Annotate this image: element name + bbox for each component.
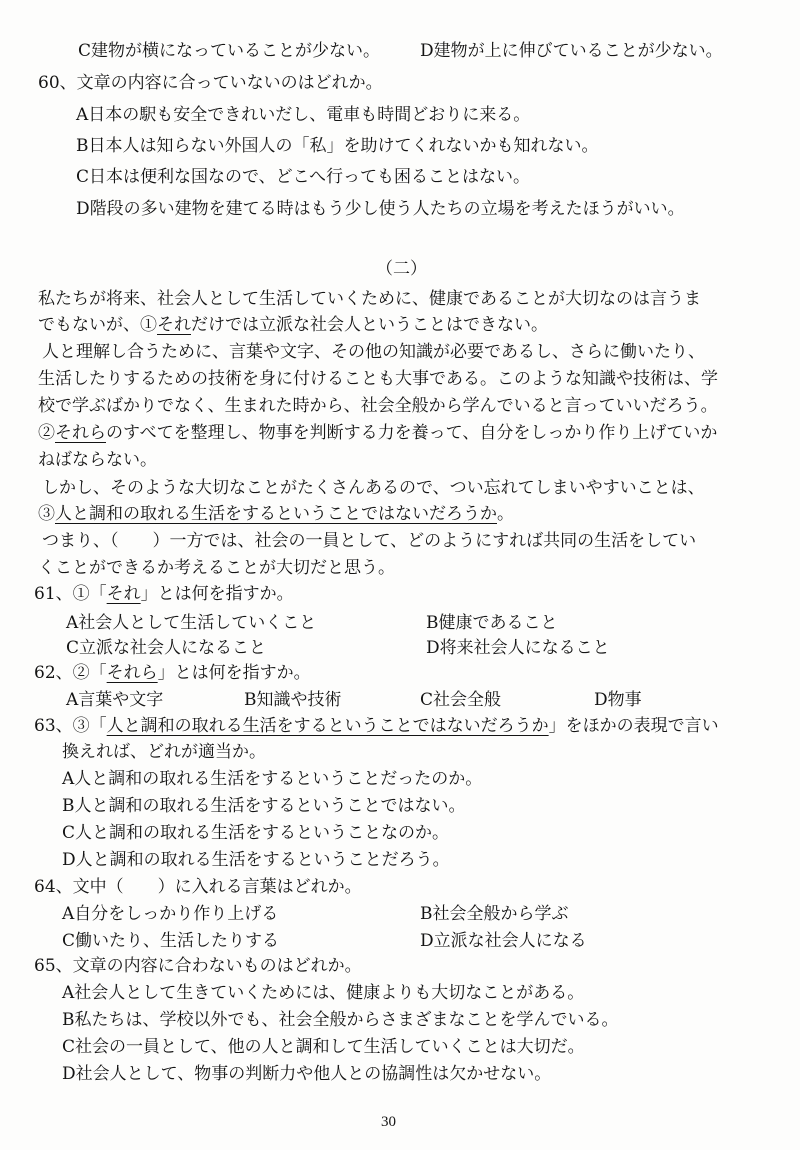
passage-line: しかし、そのような大切なことがたくさんあるので、つい忘れてしまいやすいことは、 xyxy=(42,478,705,498)
q63-option-b: B人と調和の取れる生活をするということではない。 xyxy=(62,796,466,816)
q60-option-d: D階段の多い建物を建てる時はもう少し使う人たちの立場を考えたほうがいい。 xyxy=(76,199,685,219)
q64-option-c: C働いたり、生活したりする xyxy=(62,931,280,951)
q62-option-c: C社会全般 xyxy=(420,690,502,710)
q63-question: 63、③「人と調和の取れる生活をするということではないだろうか」をほかの表現で言い xyxy=(34,716,719,736)
q63-option-a: A人と調和の取れる生活をするということだったのか。 xyxy=(62,769,483,789)
q65-option-d: D社会人として、物事の判断力や他人との協調性は欠かせない。 xyxy=(62,1064,552,1084)
q61-option-c: C立派な社会人になること xyxy=(66,638,267,658)
q61-option-d: D将来社会人になること xyxy=(426,638,610,658)
section-title: （二） xyxy=(376,259,427,279)
passage-line: 私たちが将来、社会人として生活していくために、健康であることが大切なのは言うま xyxy=(38,289,701,309)
q60-option-b: B日本人は知らない外国人の「私」を助けてくれないかも知れない。 xyxy=(76,136,599,156)
passage-line: でもないが、①それだけでは立派な社会人ということはできない。 xyxy=(38,315,548,335)
q60-option-c: C日本は便利な国なので、どこへ行っても困ることはない。 xyxy=(76,167,530,187)
q65-option-a: A社会人として生きていくためには、健康よりも大切なことがある。 xyxy=(62,983,585,1003)
q65-question: 65、文章の内容に合わないものはどれか。 xyxy=(34,956,362,976)
q64-question: 64、文中（ ）に入れる言葉はどれか。 xyxy=(34,877,362,897)
q62-question: 62、②「それら」とは何を指すか。 xyxy=(34,663,311,683)
passage-line: 生活したりするための技術を身に付けることも大事である。このような知識や技術は、学 xyxy=(38,369,718,389)
q62-option-a: A言葉や文字 xyxy=(66,690,164,710)
page-number: 30 xyxy=(381,1114,396,1130)
q64-option-a: A自分をしっかり作り上げる xyxy=(62,904,279,924)
passage-line: つまり、（ ）一方では、社会の一員として、どのようにすれば共同の生活をしてい xyxy=(42,531,697,551)
q61-option-a: A社会人として生活していくこと xyxy=(66,613,317,633)
q60-option-a: A日本の駅も安全できれいだし、電車も時間どおりに来る。 xyxy=(76,105,531,125)
underlined-harmony-sentence: 人と調和の取れる生活をするということではないだろうか xyxy=(55,504,497,524)
q60-question: 60、文章の内容に合っていないのはどれか。 xyxy=(38,73,383,93)
passage-line: 校で学ぶばかりでなく、生まれた時から、社会全般から学んでいると言っていいだろう。 xyxy=(38,396,718,416)
q61-option-b: B健康であること xyxy=(426,613,558,633)
q65-option-c: C社会の一員として、他の人と調和して生活していくことは大切だ。 xyxy=(62,1037,585,1057)
q63-option-d: D人と調和の取れる生活をするということだろう。 xyxy=(62,850,450,870)
q64-option-b: B社会全般から学ぶ xyxy=(420,904,569,924)
passage-line: ②それらのすべてを整理し、物事を判断する力を養って、自分をしっかり作り上げていか xyxy=(38,423,718,443)
underlined-sorera: それら xyxy=(55,423,106,443)
underlined-sore: それ xyxy=(157,315,191,335)
q59-option-c: C建物が横になっていることが少ない。 xyxy=(78,41,381,61)
passage-line: ねばならない。 xyxy=(38,450,157,470)
passage-line: くことができるか考えることが大切だと思う。 xyxy=(38,558,395,578)
q59-option-d: D建物が上に伸びていることが少ない。 xyxy=(420,41,723,61)
q62-option-b: B知識や技術 xyxy=(244,690,342,710)
q63-option-c: C人と調和の取れる生活をするということなのか。 xyxy=(62,823,450,843)
q65-option-b: B私たちは、学校以外でも、社会全般からさまざまなことを学んでいる。 xyxy=(62,1010,619,1030)
q61-question: 61、①「それ」とは何を指すか。 xyxy=(34,584,294,604)
q62-option-d: D物事 xyxy=(594,690,642,710)
q63-question-line2: 換えれば、どれが適当か。 xyxy=(62,742,266,762)
passage-line: ③人と調和の取れる生活をするということではないだろうか。 xyxy=(38,504,514,524)
q64-option-d: D立派な社会人になる xyxy=(420,931,587,951)
passage-line: 人と理解し合うために、言葉や文字、その他の知識が必要であるし、さらに働いたり、 xyxy=(42,342,705,362)
